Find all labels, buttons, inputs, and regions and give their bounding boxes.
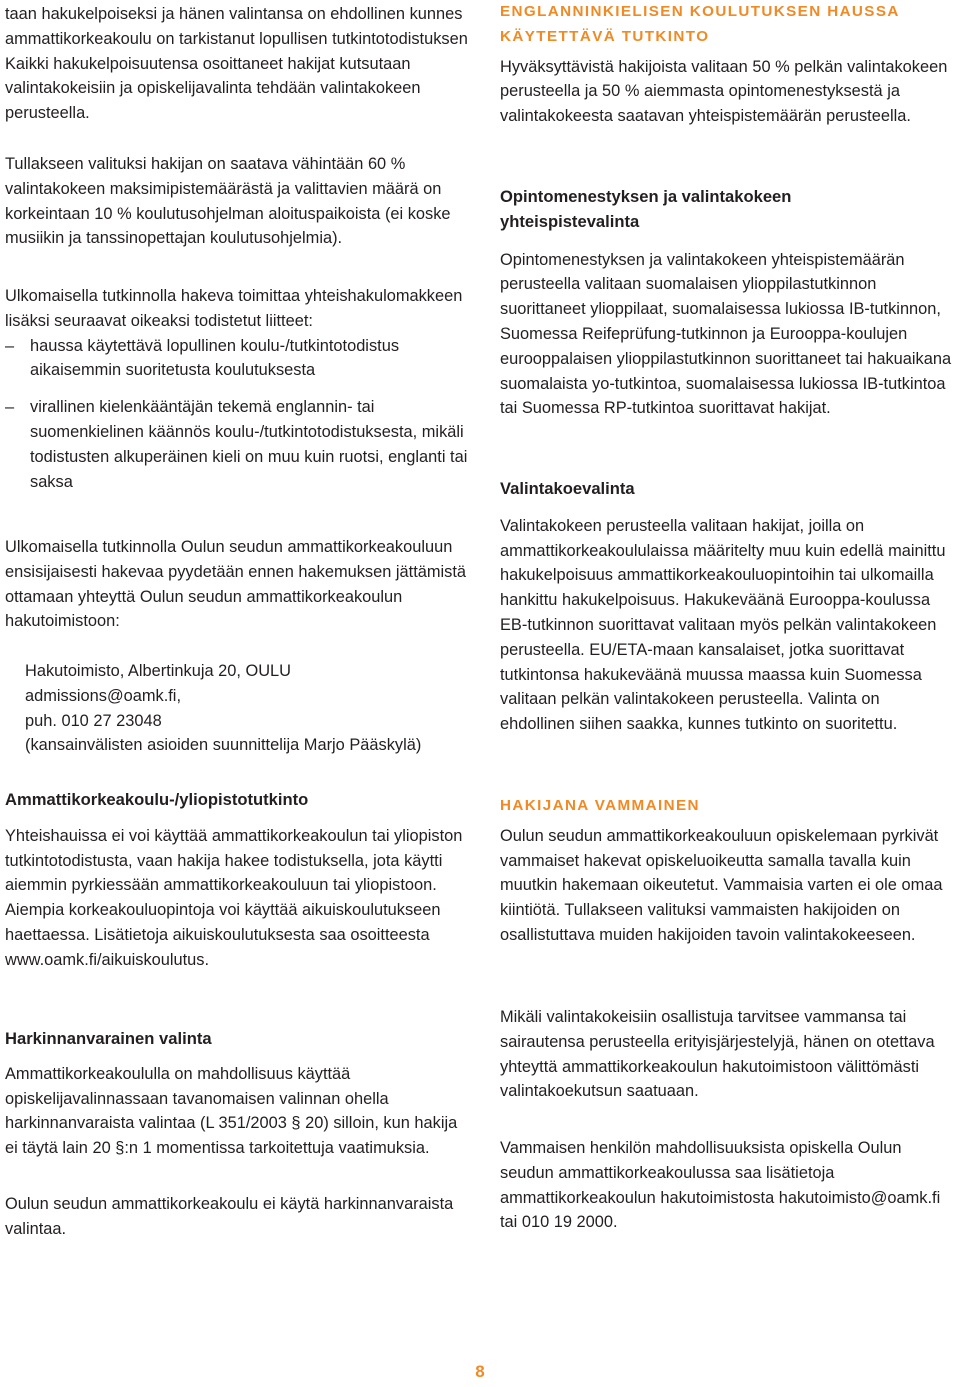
attachments-section: Ulkomaisella tutkinnolla hakeva toimittaa yhteishakulomakkeen lisäksi seuraavat oikeaksi todistetut liitteet: – haussa käytettävä lopullinen koulu-/tutkintotodistus aikaisemmin suoritetusta koulutuksesta – virallinen kielenkääntäjän tekemä englannin- tai suomenkielinen käännös koulu-/tutkintotodistuksesta, mikäli todistusten alkuperäinen kieli on muu kuin ruotsi, englanti tai saksa (5, 284, 470, 494)
contact-paragraph: Ulkomaisella tutkinnolla Oulun seudun ammattikorkeakouluun ensisijaisesti hakevaa pyydetään ennen hakemuksen jättämistä ottamaan yhteyttä Oulun seudun ammattikorkeakoulun hakutoimistoon: (5, 538, 467, 631)
disabled-applicant-section: HAKIJANA VAMMAINEN Oulun seudun ammattikorkeakouluun opiskelemaan pyrkivät vammaiset hakevat opiskeluoikeutta samalla tavalla kuin muutkin hakemaan oikeutetut. Vammaisia varten ei ole omaa kiintiötä. Tullakseen valituksi vammaisten hakijoiden on osallistuttava muiden hakijoiden tavoin valintakokeeseen. (500, 794, 958, 948)
selection-threshold-paragraph: Tullakseen valituksi hakijan on saatava vähintään 60 % valintakokeen maksimipistemäärästä ja valittavien määrä on korkeintaan 10 % koulutusohjelman aloituspaikoista (ei koske musiikin ja tanssinopettajan koulutusohjelmia). (5, 155, 451, 248)
attachments-list (5, 334, 470, 495)
english-degree-section: ENGLANNINKIELISEN KOULUTUKSEN HAUSSA KÄYTETTÄVÄ TUTKINTO Hyväksyttävistä hakijoista valitaan 50 % pelkän valintakokeen perusteella ja 50 % aiemmasta opintomenestyksestä ja valintakokeesta saatavan yhteispistemäärän perusteella. (500, 0, 958, 129)
section-heading: HAKIJANA VAMMAINEN (500, 797, 700, 814)
section-heading: Valintakoevalinta (500, 479, 635, 498)
intro-paragraph: taan hakukelpoiseksi ja hänen valintansa on ehdollinen kunnes ammattikorkeakoulu on tarkistanut lopullisen tutkintotodistuksen Kaikki hakukelpoisuutensa osoittaneet hakijat kutsutaan valintakokeisiin ja opiskelijavalinta tehdään valintakokeen perusteella. (5, 5, 468, 123)
contact-address: Hakutoimisto, Albertinkuja 20, OULU admissions@oamk.fi, puh. 010 27 23048 (kansainvälisten asioiden suunnittelija Marjo Pääskylä) (5, 659, 470, 758)
discretionary-section: Harkinnanvarainen valinta Ammattikorkeakoululla on mahdollisuus käyttää opiskelijavalinnassaan tavanomaisen valinnan ohella harkinnanvaraista valintaa (L 351/2003 § 20) silloin, kun hakija ei täytä lain 20 §:n 1 momentissa tarkoitettuja vaatimuksia. (5, 1027, 470, 1161)
section-heading: Harkinnanvarainen valinta (5, 1029, 212, 1048)
page-number: 8 (475, 1362, 485, 1381)
combined-score-section: Opintomenestyksen ja valintakokeen yhteispistevalinta Opintomenestyksen ja valintakokeen yhteispistemäärän perusteella valitaan suomalaisen ylioppilastutkinnon suorittaneet ylioppilaat, suomalaisessa lukiossa IB-tutkinnon, Suomessa Reifeprüfung-tutkinnon ja Eurooppa-koulujen eurooppalaisen ylioppilastutkinnon suorittaneet tai hakuaikana suomalaista yo-tutkintoa, suomalaisessa lukiossa IB-tutkintoa tai Suomessa RP-tutkintoa suorittavat hakijat. (500, 185, 958, 421)
section-heading: Opintomenestyksen ja valintakokeen yhteispistevalinta (500, 187, 792, 231)
admissions-email-link[interactable]: admissions@oamk.fi, (25, 686, 182, 705)
list-item: – haussa käytettävä lopullinen koulu-/tutkintotodistus aikaisemmin suoritetusta koulutuksesta (5, 336, 400, 380)
section-heading: ENGLANNINKIELISEN KOULUTUKSEN HAUSSA KÄYTETTÄVÄ TUTKINTO (500, 3, 900, 45)
degree-section: Ammattikorkeakoulu-/yliopistotutkinto Yhteishauissa ei voi käyttää ammattikorkeakoulun tai yliopiston tutkintotodistusta, vaan hakija hakee todistuksella, jota käytti aiemmin pyrkiessään ammattikorkeakouluun tai yliopistoon. Aiempia korkeakouluopintoja voi käyttää aikuiskoulutukseen haettaessa. Lisätietoja aikuiskoulutuksesta saa osoitteesta www.oamk.fi/aikuiskoulutus. (5, 788, 470, 973)
no-discretionary-paragraph: Oulun seudun ammattikorkeakoulu ei käytä harkinnanvaraista valintaa. (5, 1195, 454, 1238)
section-heading: Ammattikorkeakoulu-/yliopistotutkinto (5, 790, 309, 809)
special-arrangements-paragraph: Mikäli valintakokeisiin osallistuja tarvitsee vammansa tai sairautensa perusteella erityisjärjestelyjä, hänen on otettava yhteyttä ammattikorkeakoulun hakutoimistoon välittömästi valintakoekutsun saatuaan. (500, 1008, 935, 1101)
entrance-exam-section: Valintakoevalinta Valintakokeen perusteella valitaan hakijat, joilla on ammattikorkeakoululaissa määritelty muu kuin edellä mainittu hakukelpoisuus ammattikorkeakouluopintoihin tai ulkomailla hankittu hakukelpoisuus. Hakukeväänä Eurooppa-koulussa EB-tutkinnon suorittavat valitaan myös pelkän valintakokeen perusteella. EU/ETA-maan kansalaiset, jotka suorittavat tutkintonsa hakukeväänä muussa maassa kuin Suomessa valitaan pelkän valintakokeen perusteella. Valinta on ehdollinen siihen saakka, kunnes tutkinto on suoritettu. (500, 477, 958, 737)
list-item: – virallinen kielenkääntäjän tekemä englannin- tai suomenkielinen käännös koulu-/tutkintotodistuksesta, mikäli todistusten alkuperäinen kieli on muu kuin ruotsi, englanti tai saksa (5, 398, 468, 491)
disabled-info-paragraph: Vammaisen henkilön mahdollisuuksista opiskella Oulun seudun ammattikorkeakoulussa saa lisätietoja ammattikorkeakoulun hakutoimistosta hakutoimisto@oamk.fi tai 010 19 2000. (500, 1139, 941, 1232)
